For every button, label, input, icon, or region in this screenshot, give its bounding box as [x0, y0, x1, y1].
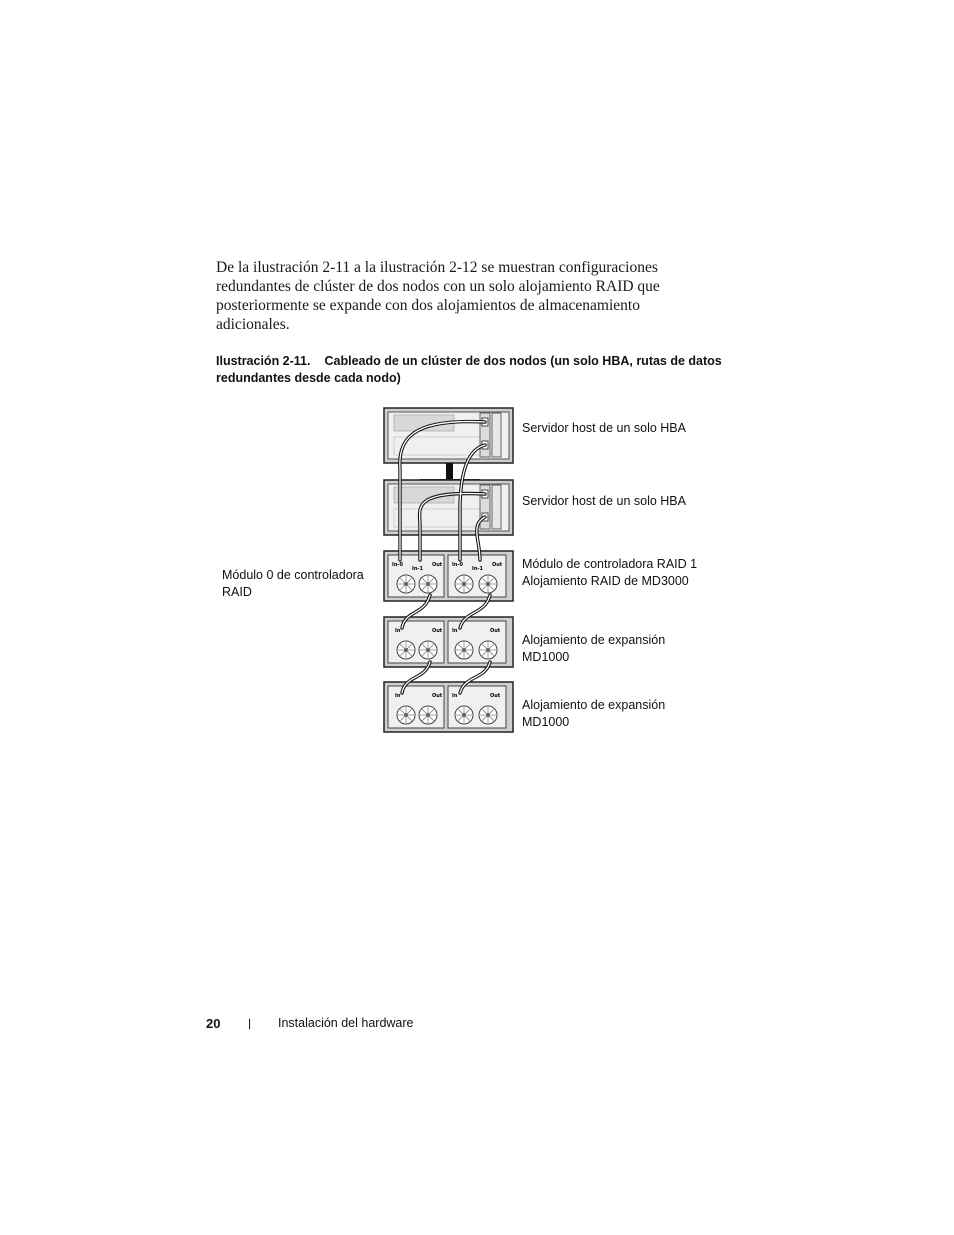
port-label-in0-b: In-0 — [452, 562, 463, 568]
port-label-in: In — [452, 693, 458, 699]
fan-icon — [397, 641, 415, 659]
label-host-2: Servidor host de un solo HBA — [522, 494, 686, 508]
label-host-1: Servidor host de un solo HBA — [522, 421, 686, 435]
label-raid-enclosure: Alojamiento RAID de MD3000 — [522, 574, 689, 588]
figure-title: Cableado de un clúster de dos nodos (un solo HBA, rutas de datos redundantes desde cada nodo) — [216, 354, 722, 385]
port-label-out: Out — [490, 628, 501, 634]
port-label-in: In — [452, 628, 458, 634]
fan-icon — [397, 575, 415, 593]
port-label-in1-a: In-1 — [412, 566, 423, 572]
label-raid-module-0 — [222, 567, 364, 601]
raid-enclosure — [384, 551, 513, 601]
label-expansion-1-line1: Alojamiento de expansión — [522, 633, 666, 647]
label-expansion-2-line2: MD1000 — [522, 715, 570, 729]
port-label-out-a: Out — [432, 562, 443, 568]
host-server-1 — [384, 408, 513, 463]
fan-icon — [479, 641, 497, 659]
label-expansion-2 — [522, 697, 665, 731]
footer-separator: | — [248, 1016, 252, 1030]
label-expansion-2-line1: Alojamiento de expansión — [522, 698, 666, 712]
label-raid-module-1-line1: Módulo de controladora RAID 1 — [522, 557, 698, 571]
fan-icon — [419, 641, 437, 659]
fan-icon — [419, 706, 437, 724]
fan-icon — [455, 641, 473, 659]
body-paragraph: De la ilustración 2-11 a la ilustración 2-12 se muestran configuraciones redundantes de clúster de dos nodos con un solo alojamiento RAID que posteriormente se expande con dos alojamientos de almacenamiento adicionales. — [216, 259, 660, 333]
fan-icon — [419, 575, 437, 593]
port-label-in: In — [395, 693, 401, 699]
port-label-in1-b: In-1 — [472, 566, 483, 572]
port-label-out-b: Out — [492, 562, 503, 568]
fan-icon — [455, 575, 473, 593]
fan-icon — [397, 706, 415, 724]
fan-icon — [479, 706, 497, 724]
label-raid-module-0-line2: RAID — [222, 585, 252, 599]
page-number: 20 — [206, 1016, 221, 1031]
fan-icon — [455, 706, 473, 724]
label-expansion-1 — [522, 632, 665, 666]
label-raid-module-0-line1: Módulo 0 de controladora — [222, 568, 364, 582]
host-server-2 — [384, 480, 513, 535]
port-label-out: Out — [432, 693, 443, 699]
label-raid-module-1 — [522, 556, 697, 590]
fan-icon — [479, 575, 497, 593]
port-label-in0-a: In-0 — [392, 562, 403, 568]
label-expansion-1-line2: MD1000 — [522, 650, 570, 664]
figure-number: Ilustración 2-11. — [216, 354, 311, 368]
port-label-out: Out — [490, 693, 501, 699]
figure-caption — [216, 353, 736, 387]
cabling-diagram — [380, 400, 520, 740]
footer-section-title: Instalación del hardware — [278, 1016, 414, 1030]
port-label-out: Out — [432, 628, 443, 634]
port-label-in: In — [395, 628, 401, 634]
